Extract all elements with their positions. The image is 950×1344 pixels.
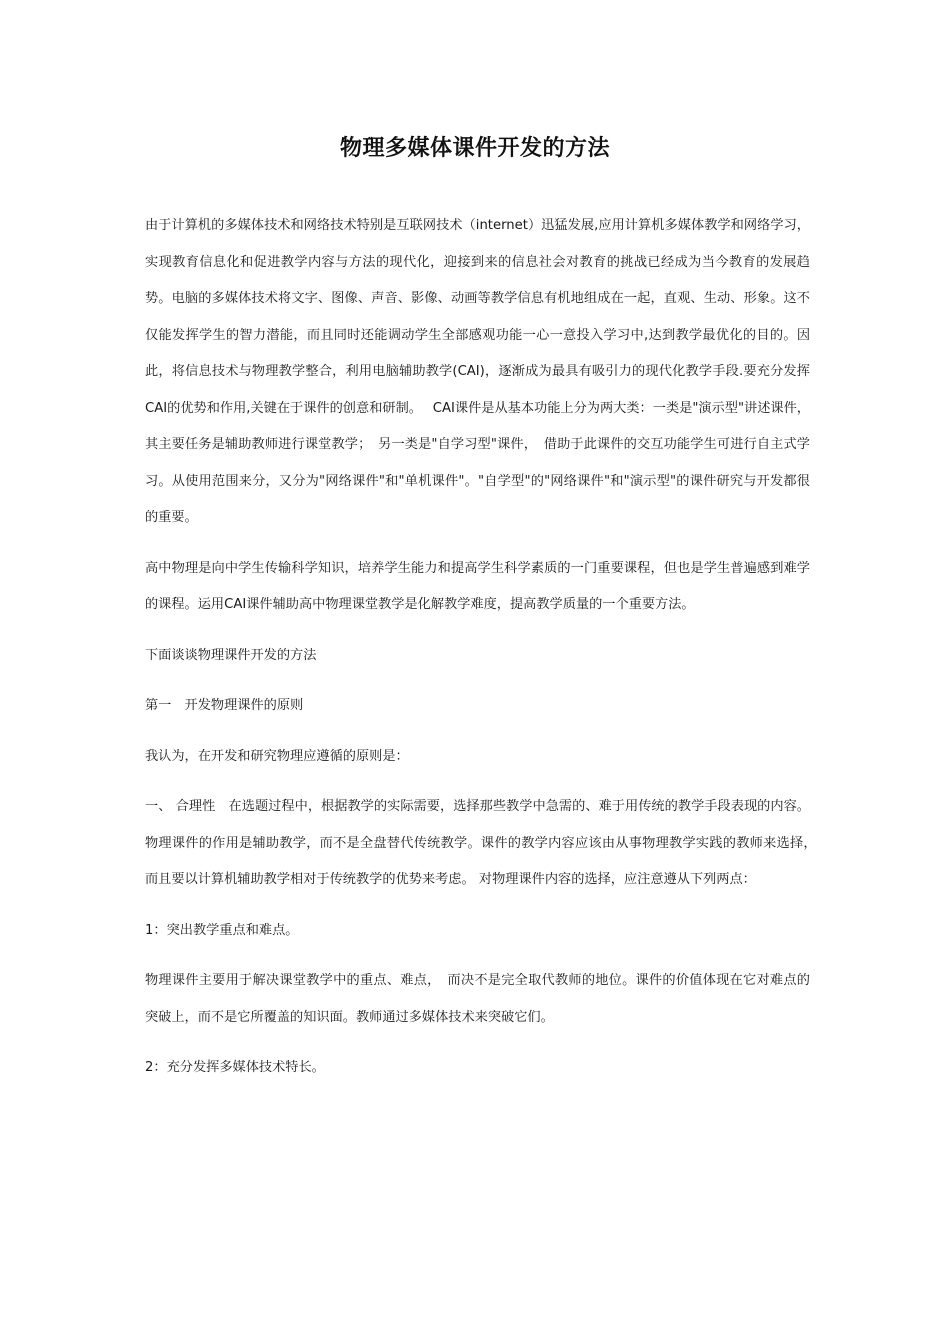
paragraph-high-school-physics: 高中物理是向中学生传输科学知识，培养学生能力和提高学生科学素质的一门重要课程，但也是学生普遍感到难学的课程。运用CAI课件辅助高中物理课堂教学是化解教学难度，提高教学质量的一个重要方法。 xyxy=(145,560,810,612)
paragraph-key-points: 物理课件主要用于解决课堂教学中的重点、难点， 而决不是完全取代教师的地位。课件的价值体现在它对难点的突破上，而不是它所覆盖的知识面。教师通过多媒体技术来突破它们。 xyxy=(145,973,810,1025)
list-item-2: 2：充分发挥多媒体技术特长。 xyxy=(145,1060,325,1075)
paragraph-intro: 由于计算机的多媒体技术和网络技术特别是互联网技术（internet）迅猛发展,应用计算机多媒体教学和网络学习，实现教育信息化和促进教学内容与方法的现代化，迎接到来的信息社会对教育的挑战已经成为当今教育的发展趋势。电脑的多媒体技术将文字、图像、声音、影像、动画等教学信息有机地组成在一起，直观、生动、形象。这不仅能发挥学生的智力潜能，而且同时还能调动学生全部感观功能一心一意投入学习中,达到教学最优化的目的。因此，将信息技术与物理教学整合，利用电脑辅助教学(CAI)，逐渐成为最具有吸引力的现代化教学手段.要充分发挥CAI的优势和作用,关键在于课件的创意和研制。 CAI课件是从基本功能上分为两大类：一类是"演示型"讲述课件，其主要任务是辅助教师进行课堂教学； 另一类是"自学习型"课件， 借助于此课件的交互功能学生可进行自主式学习。从使用范围来分，又分为"网络课件"和"单机课件"。"自学型"的"网络课件"和"演示型"的课件研究与开发都很的重要。 xyxy=(145,218,810,525)
document-body xyxy=(145,208,824,1087)
paragraph-rationality: 一、 合理性 在选题过程中，根据教学的实际需要，选择那些教学中急需的、难于用传统的教学手段表现的内容。物理课件的作用是辅助教学，而不是全盘替代传统教学。课件的教学内容应该由从事物理教学实践的教师来选择， 而且要以计算机辅助教学相对于传统教学的优势来考虑。 对物理课件内容的选择，应注意遵从下列两点： xyxy=(145,799,824,887)
paragraph-method-intro: 下面谈谈物理课件开发的方法 xyxy=(145,647,317,663)
list-item-1: 1：突出教学重点和难点。 xyxy=(145,922,299,938)
paragraph-principles-lead: 我认为，在开发和研究物理应遵循的原则是： xyxy=(145,748,409,764)
document-title: 物理多媒体课件开发的方法 xyxy=(339,136,610,161)
section-heading-principles: 第一 开发物理课件的原则 xyxy=(145,698,304,713)
